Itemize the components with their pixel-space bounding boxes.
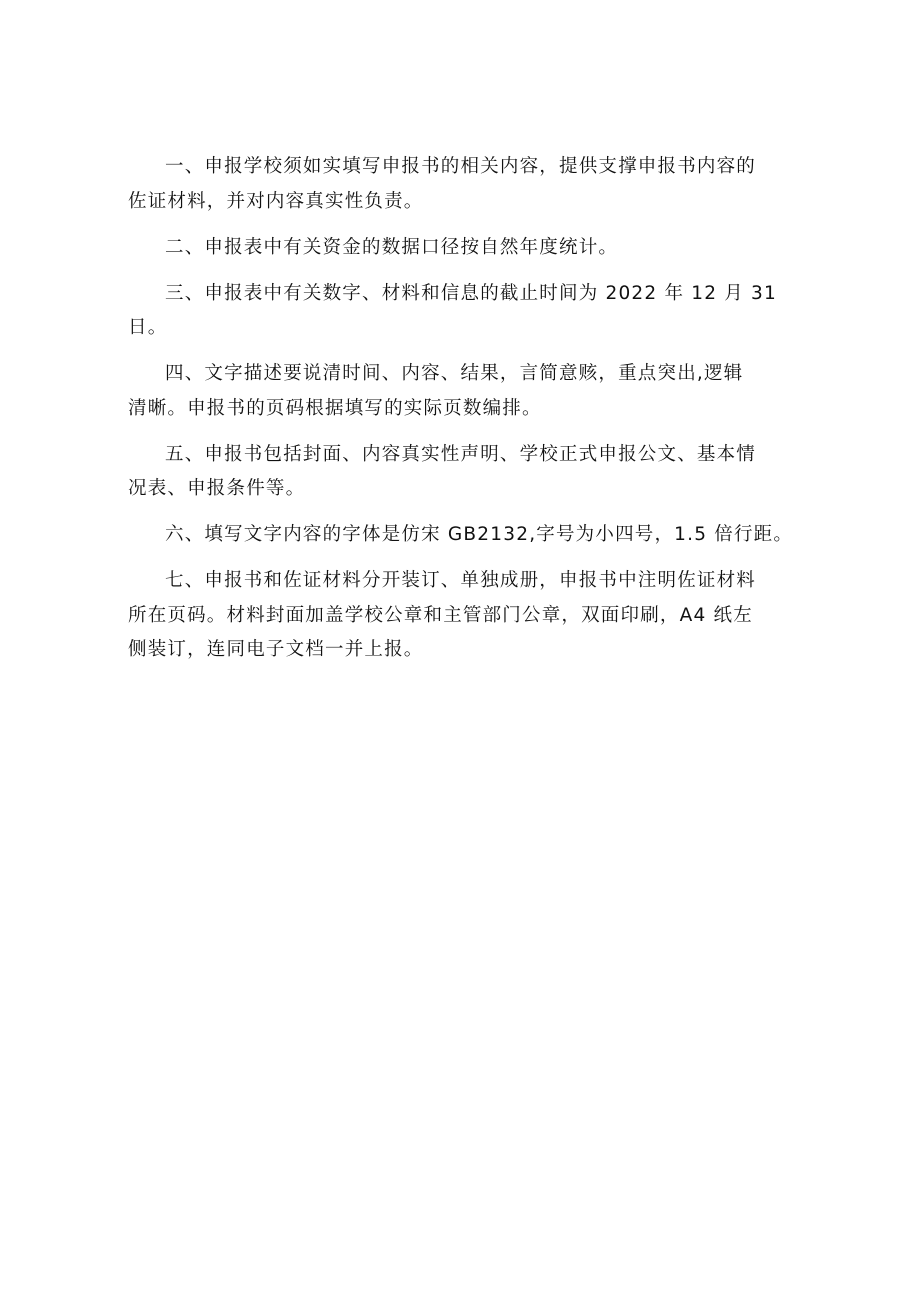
instruction-paragraph-5: 五、申报书包括封面、内容真实性声明、学校正式申报公文、基本情 况表、申报条件等。 bbox=[128, 443, 757, 499]
instruction-paragraph-7: 七、申报书和佐证材料分开装订、单独成册，申报书中注明佐证材料 所在页码。材料封面加盖学校公章和主管部门公章，双面印刷，A4 纸左 侧装订，连同电子文档一并上报。 bbox=[128, 570, 757, 660]
instructions-body bbox=[128, 150, 814, 679]
instruction-paragraph-4: 四、文字描述要说清时间、内容、结果，言简意赅，重点突出,逻辑 清晰。申报书的页码根据填写的实际页数编排。 bbox=[128, 363, 744, 419]
instruction-paragraph-3: 三、申报表中有关数字、材料和信息的截止时间为 2022 年 12 月 31 日。 bbox=[128, 282, 777, 338]
instruction-paragraph-2: 二、申报表中有关资金的数据口径按自然年度统计。 bbox=[165, 236, 619, 258]
instruction-paragraph-6: 六、填写文字内容的字体是仿宋 GB2132,字号为小四号，1.5 倍行距。 bbox=[165, 524, 794, 545]
instruction-paragraph-1: 一、申报学校须如实填写申报书的相关内容，提供支撑申报书内容的 佐证材料，并对内容真实性负责。 bbox=[128, 156, 757, 212]
